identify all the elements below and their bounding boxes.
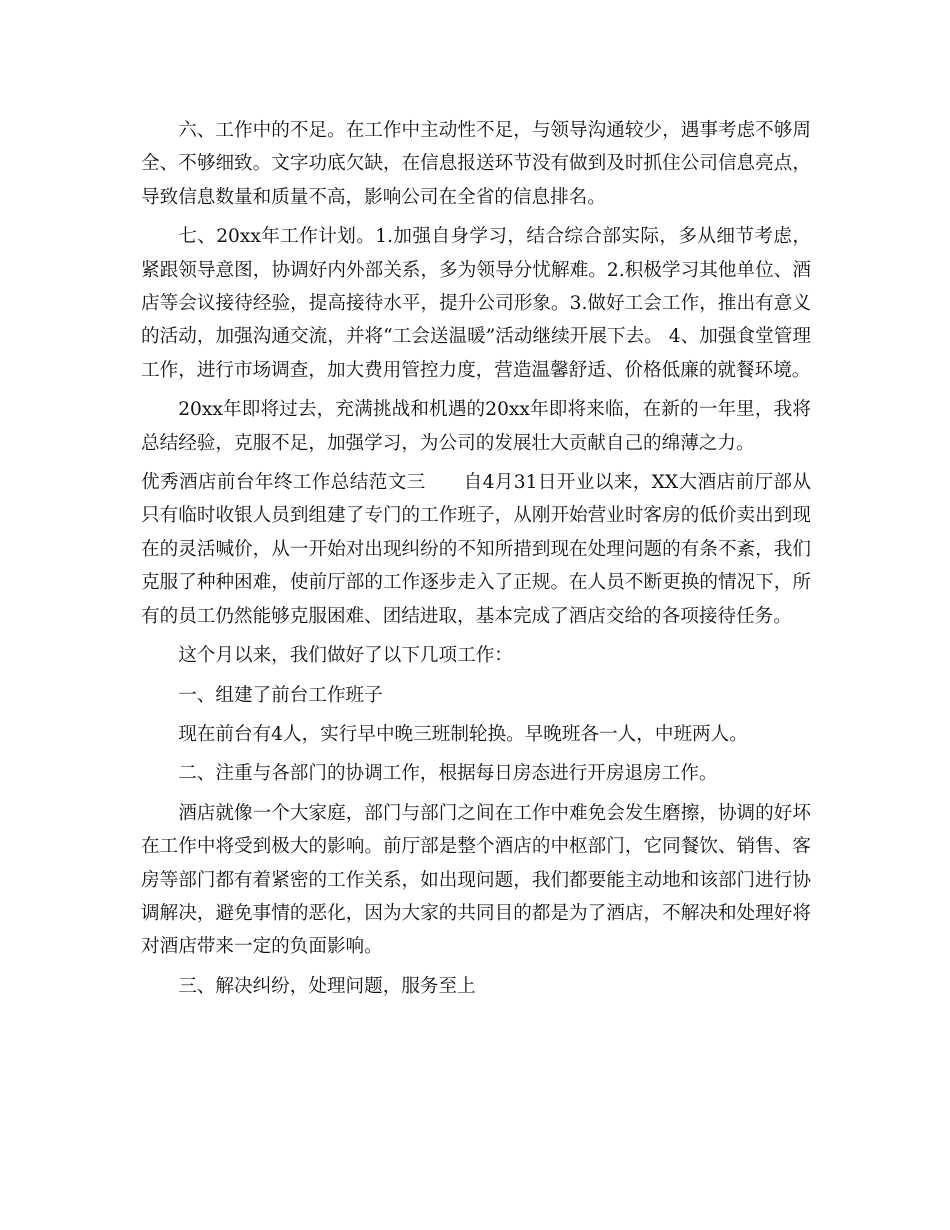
paragraph-work-plan: 七、20xx年工作计划。1.加强自身学习，结合综合部实际，多从细节考虑，紧跟领导意图，协调好内外部关系，多为领导分忧解难。2.积极学习其他单位、酒店等会议接待经验，提高接待水平，提升公司形象。3.做好工会工作，推出有意义的活动，加强沟通交流，并将“工会送温暖”活动继续开展下去。 4、加强食堂管理工作，进行市场调查，加大费用管控力度，营造温馨舒适、价格低廉的就餐环境。: [141, 226, 811, 381]
paragraph-conclusion: 20xx年即将过去，充满挑战和机遇的20xx年即将来临，在新的一年里，我将总结经验，克服不足，加强学习，为公司的发展壮大贡献自己的绵薄之力。: [141, 399, 811, 454]
paragraph-shortcomings: 六、工作中的不足。在工作中主动性不足，与领导沟通较少，遇事考虑不够周全、不够细致。文字功底欠缺，在信息报送环节没有做到及时抓住公司信息亮点，导致信息数量和质量不高，影响公司在全省的信息排名。: [141, 120, 811, 208]
paragraph-staffing: 现在前台有4人，实行早中晚三班制轮换。早晚班各一人，中班两人。: [178, 723, 748, 745]
section-heading-three: 三、解决纠纷，处理问题，服务至上: [178, 975, 476, 997]
paragraph-coordination: 酒店就像一个大家庭，部门与部门之间在工作中难免会发生磨擦，协调的好坏在工作中将受到极大的影响。前厅部是整个酒店的中枢部门，它同餐饮、销售、客房等部门都有着紧密的工作关系，如出现问题，我们都要能主动地和该部门进行协调解决，避免事情的恶化，因为大家的共同目的都是为了酒店，不解决和处理好将对酒店带来一定的负面影响。: [141, 802, 811, 958]
section-heading-one: 一、组建了前台工作班子: [178, 684, 383, 706]
paragraph-sample-three: 优秀酒店前台年终工作总结范文三 自4月31日开业以来，XX大酒店前厅部从只有临时收银人员到组建了专门的工作班子，从刚开始营业时客房的低价卖出到现在的灵活喊价，从一开始对出现纠纷的不知所措到现在处理问题的有条不紊，我们克服了种种困难，使前厅部的工作逐步走入了正规。在人员不断更换的情况下，所有的员工仍然能够克服困难、团结进取，基本完成了酒店交给的各项接待任务。: [141, 472, 811, 627]
section-heading-two: 二、注重与各部门的协调工作，根据每日房态进行开房退房工作。: [178, 763, 718, 785]
paragraph-month-intro: 这个月以来，我们做好了以下几项工作：: [178, 645, 513, 667]
document-page: [141, 114, 811, 1009]
